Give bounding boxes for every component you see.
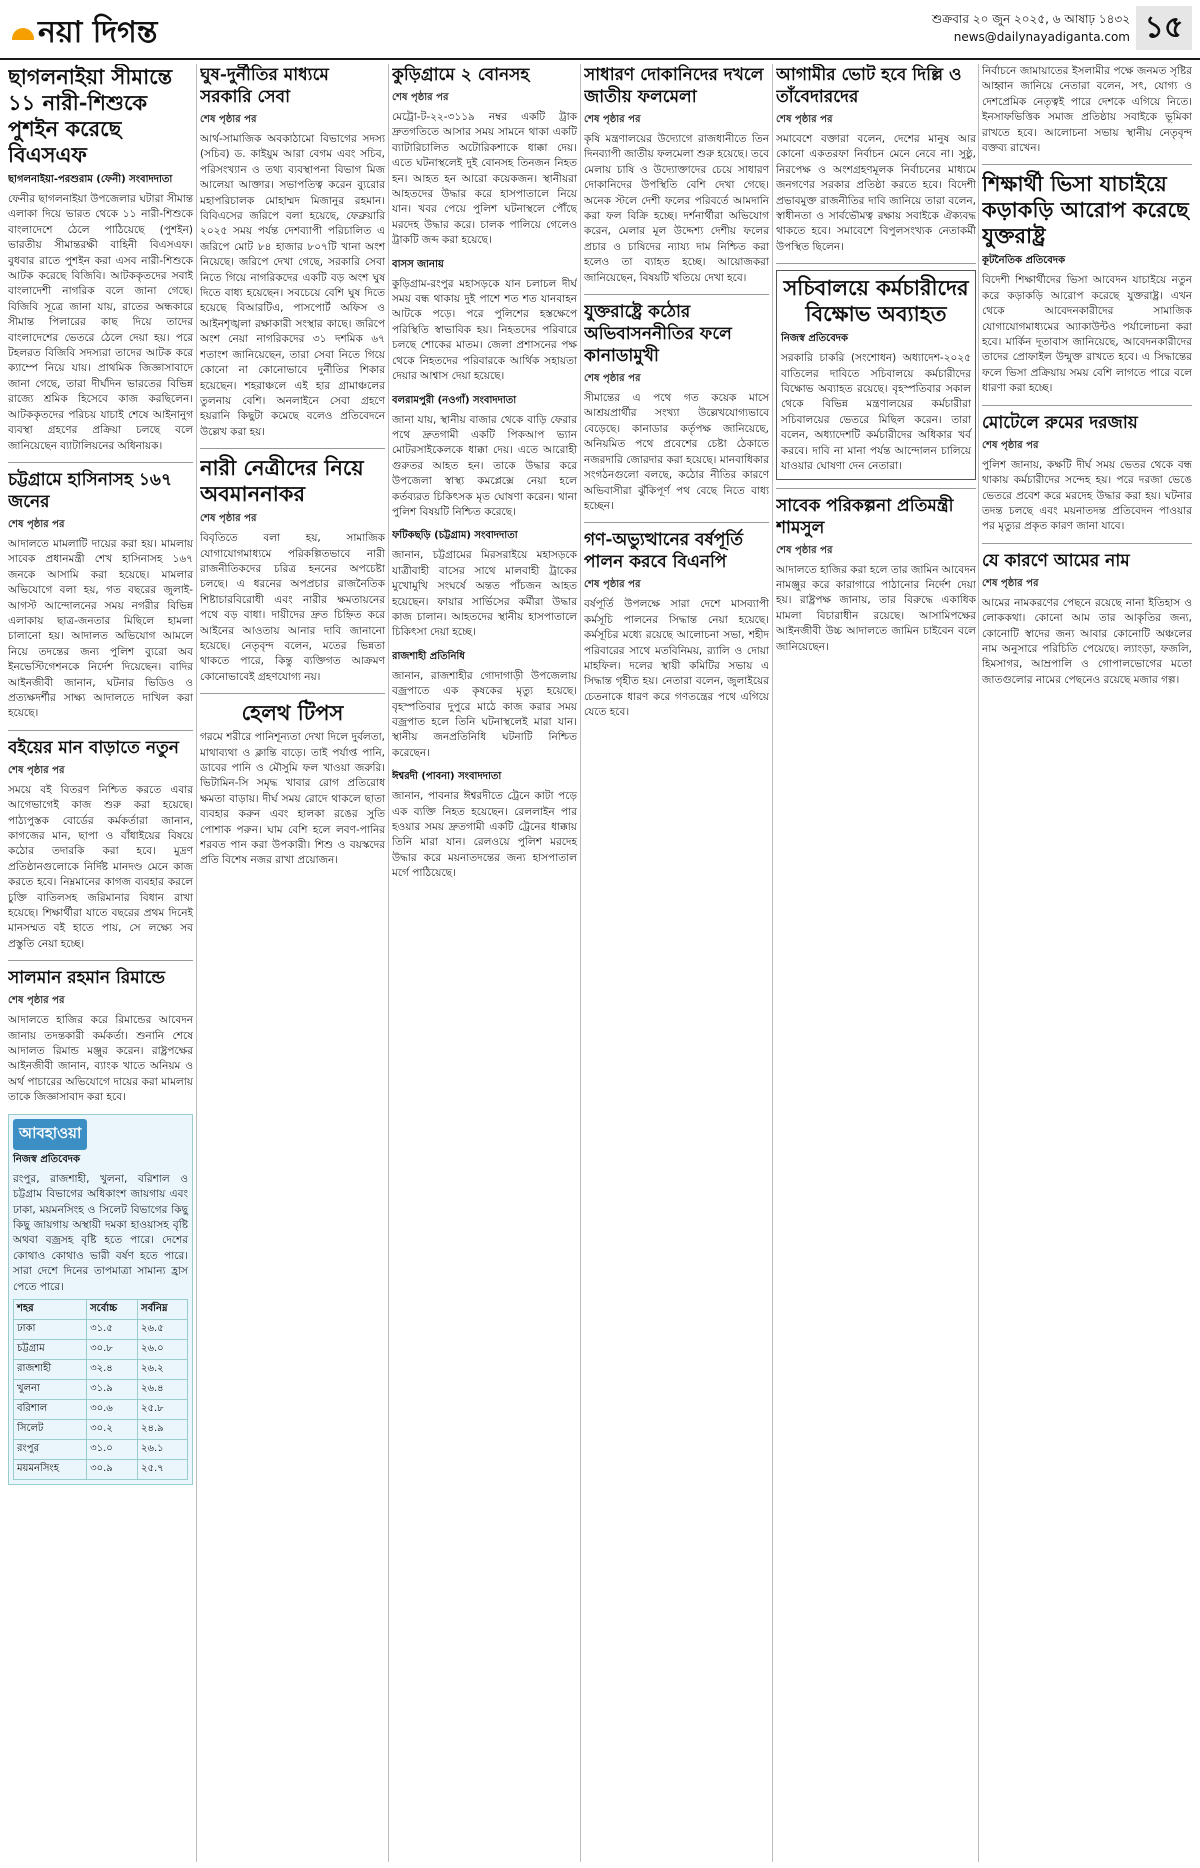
headline[interactable]: যুক্তরাষ্ট্রে কঠোর অভিবাসননীতির ফলে কানাডামুখী [584,302,732,367]
column-4 [584,64,769,1862]
temperature-row [14,1319,188,1339]
dateline-label: ঈশ্বরদী (পাবনা) সংবাদদাতা [392,771,502,783]
logo-text: নয়া দিগন্ত [38,15,158,50]
column-2 [200,64,385,1862]
divider [584,294,769,295]
column-divider [978,64,979,1862]
temperature-cell: ২৬.১ [137,1439,187,1459]
continuation-label: শেষ পৃষ্ঠার পর [392,92,449,103]
column-divider [388,64,389,1862]
continuation-label: শেষ পৃষ্ঠার পর [776,544,833,556]
article-rajshahi [392,649,577,761]
weather-forecast: রংপুর, রাজশাহী, খুলনা, বরিশাল ও চট্টগ্রাম বিভাগের অধিকাংশ জায়গায় এবং ঢাকা, ময়মনসিংহ ও সিলেট বিভাগের কিছু কিছু জায়গায় অস্থায়ী দমকা হাওয়াসহ বৃষ্টি অথবা বজ্রসহ বৃষ্টি হতে পারে। দেশের কোথাও কোথাও ভারী বর্ষণ হতে পারে। সারা দেশে দিনের তাপমাত্রা সামান্য হ্রাস পেতে পারে। [13,1172,188,1293]
temperature-cell: সিলেট [14,1419,87,1439]
date-text: শুক্রবার ২০ জুন ২০২৫, ৬ আষাঢ় ১৪৩২ [931,12,1130,26]
temperature-cell: ৩০.৯ [87,1459,138,1479]
dateline [932,10,1130,46]
temperature-row [14,1379,188,1399]
temperature-cell: ৩১.০ [87,1439,138,1459]
newspaper-logo [12,8,157,59]
dateline-label: রাজশাহী প্রতিনিধি [392,650,465,662]
article-body: ফেনীর ছাগলনাইয়া উপজেলার ঘটারা সীমান্ত এলাকা দিয়ে ভারত থেকে ১১ নারী-শিশুকে বাংলাদেশে ঠেলে পাঠিয়েছে (পুশইন) ভারতীয় সীমান্তরক্ষী বাহিনী বিএসএফ। বুধবার রাতে পুশইন করা এসব নারী-শিশুকে আটক করেছে বিজিবি। আটককৃতদের সবাই বাংলাদেশী নাগরিক বলে জানা গেছে। বিজিবি সূত্রে জানা যায়, রাতের অন্ধকারে সীমান্ত পিলারের কাছ দিয়ে তাদের বাংলাদেশের ভেতরে ঠেলে দেয়া হয়। পরে টহলরত বিজিবি সদস্যরা তাদের আটক করে ক্যাম্পে নিয়ে যায়। প্রাথমিক জিজ্ঞাসাবাদে জানা গেছে, তারা দীর্ঘদিন ভারতের বিভিন্ন রাজ্যে শ্রমিক হিসেবে কাজ করছিলেন। আটককৃতদের পরিচয় যাচাই শেষে আইনানুগ ব্যবস্থা গ্রহণের প্রক্রিয়া চলছে বলে জানিয়েছেন ব্যাটালিয়নের অধিনায়ক। [8,193,193,452]
article-body: জানান, চট্টগ্রামের মিরসরাইয়ে মহাসড়কে যাত্রীবাহী বাসের সাথে মালবাহী ট্রাকের মুখোমুখি সংঘর্ষে অন্তত পাঁচজন আহত হয়েছেন। ফায়ার সার্ভিসের কর্মীরা উদ্ধার কাজ চালান। আহতদের স্থানীয় হাসপাতালে চিকিৎসা দেয়া হচ্ছে। [392,549,577,639]
column-5 [776,64,976,1862]
headline[interactable]: হেলথ টিপস [241,700,344,726]
headline[interactable]: শিক্ষার্থী ভিসা যাচাইয়ে কড়াকড়ি আরোপ করেছে যুক্তরাষ্ট্র [982,171,1189,249]
article-corruption [200,64,385,440]
temperature-table [13,1299,188,1480]
temperature-row [14,1359,188,1379]
temperature-cell: ৩১.৯ [87,1379,138,1399]
article-jamaat-cont [982,64,1192,156]
temperature-cell: ২৫.৭ [137,1459,187,1479]
continuation-label: শেষ পৃষ্ঠার পর [584,579,641,591]
sun-logo-icon [12,28,34,40]
temperature-row [14,1339,188,1359]
headline[interactable]: যে কারণে আমের নাম [982,550,1130,571]
article-us-immigration [584,301,769,514]
article-ishwardi [392,769,577,881]
article-body: পুলিশ জানায়, কক্ষটি দীর্ঘ সময় ভেতর থেকে বন্ধ থাকায় কর্মচারীদের সন্দেহ হয়। পরে দরজা ভেঙে ভেতরে প্রবেশ করে মরদেহ উদ্ধার করা হয়। ঘটনার তদন্ত চলছে এবং ময়নাতদন্ত প্রতিবেদন পাওয়ার পর মৃত্যুর প্রকৃত কারণ জানা যাবে। [982,458,1192,533]
article-bnp-anniversary [584,529,769,720]
temperature-cell: রাজশাহী [14,1359,87,1379]
temperature-cell: ৩০.৬ [87,1399,138,1419]
article-salman-remand [8,967,193,1105]
byline: ছাগলনাইয়া-পরশুরাম (ফেনী) সংবাদদাতা [8,174,173,185]
continuation-label: শেষ পৃষ্ঠার পর [584,373,641,385]
article-body: জানান, রাজশাহীর গোদাগাড়ী উপজেলায় বজ্রপাতে এক কৃষকের মৃত্যু হয়েছে। বৃহস্পতিবার দুপুরে মাঠে কাজ করার সময় বজ্রপাত হলে তিনি ঘটনাস্থলেই মারা যান। স্থানীয় জনপ্রতিনিধি ঘটনাটি নিশ্চিত করেছেন। [392,669,577,759]
article-body: কৃষি মন্ত্রণালয়ের উদ্যোগে রাজধানীতে তিন দিনব্যাপী জাতীয় ফলমেলা শুরু হয়েছে। তবে মেলায় চাষি ও উদ্যোক্তাদের চেয়ে সাধারণ দোকানিদের উপস্থিতি বেশি দেখা গেছে। অনেক স্টলে দেশী ফলের পরিবর্তে আমদানি করা ফল বিক্রি হচ্ছে। দর্শনার্থীরা অভিযোগ করেন, মেলার মূল উদ্দেশ্য দেশীয় ফলের প্রচার ও চাষিদের ন্যায্য দাম নিশ্চিত করা হলেও তা ব্যাহত হচ্ছে। আয়োজকরা জানিয়েছেন, বিষয়টি খতিয়ে দেখা হবে। [584,133,769,284]
headline[interactable]: আগামীর ভোট হবে দিল্লি ও তাঁবেদারদের [776,65,962,107]
article-body: আদালতে হাজির করা হলে তার জামিন আবেদন নামঞ্জুর করে কারাগারে পাঠানোর নির্দেশ দেয়া হয়। রাষ্ট্রপক্ষ জানায়, তার বিরুদ্ধে একাধিক মামলা বিচারাধীন রয়েছে। আসামিপক্ষের আইনজীবী উচ্চ আদালতে জামিন চাইবেন বলে জানিয়েছেন। [776,563,976,653]
headline[interactable]: সচিবালয়ে কর্মচারীদের বিক্ষোভ অব্যাহত [783,275,969,327]
headline[interactable]: কুড়িগ্রামে ২ বোনসহ [392,65,530,85]
divider [982,405,1192,406]
temperature-cell: ২৪.৯ [137,1419,187,1439]
temperature-row [14,1439,188,1459]
article-bss [392,257,577,385]
headline[interactable]: সাবেক পরিকল্পনা প্রতিমন্ত্রী শামসুল [776,495,954,538]
article-body: সরকারি চাকরি (সংশোধন) অধ্যাদেশ-২০২৫ বাতিলের দাবিতে সচিবালয়ে কর্মচারীদের বিক্ষোভ অব্যাহত রয়েছে। বৃহস্পতিবার সকাল থেকে বিভিন্ন মন্ত্রণালয়ের কর্মচারীরা সচিবালয়ের ভেতরে মিছিল করেন। তারা বলেন, অধ্যাদেশটি কর্মচারীদের অধিকার খর্ব করবে। দাবি না মানা পর্যন্ত আন্দোলন চালিয়ে যাওয়ার ঘোষণা দেন নেতারা। [781,352,971,473]
byline: কূটনৈতিক প্রতিবেদক [982,255,1066,267]
article-books [8,737,193,952]
dateline-label: ফটিকছড়ি (চট্টগ্রাম) সংবাদদাতা [392,530,518,542]
temperature-cell: ২৬.৫ [137,1319,187,1339]
dateline-label: বলরামপুরী (নওগাঁ) সংবাদদাতা [392,394,517,406]
continuation-label: শেষ পৃষ্ঠার পর [776,114,833,125]
article-health-tips [200,700,385,869]
article-next-vote [776,64,976,255]
byline: নিজস্ব প্রতিবেদক [13,1153,81,1165]
article-body: নির্বাচনে জামায়াতের ইসলামীর পক্ষে জনমত সৃষ্টির আহ্বান জানিয়ে নেতারা বলেন, সৎ, যোগ্য ও দেশপ্রেমিক নেতৃত্বই পারে দেশকে এগিয়ে নিতে। ইনসাফভিত্তিক সমাজ প্রতিষ্ঠায় সবাইকে ভূমিকা রাখতে হবে। আলোচনা সভায় স্থানীয় নেতৃবৃন্দ বক্তব্য রাখেন। [982,65,1192,155]
table-header: শহর [14,1299,87,1319]
temperature-cell: ২৬.৪ [137,1379,187,1399]
temperature-cell: ২৫.৮ [137,1399,187,1419]
weather-box [8,1114,193,1485]
divider [8,462,193,463]
headline[interactable]: মোটেলে রুমের দরজায় [982,412,1138,433]
divider [8,960,193,961]
continuation-label: শেষ পৃষ্ঠার পর [8,764,65,776]
headline[interactable]: বইয়ের মান বাড়াতে নতুন [8,737,179,758]
continuation-label: শেষ পৃষ্ঠার পর [200,513,257,525]
headline[interactable]: চট্টগ্রামে হাসিনাসহ ১৬৭ জনের [8,469,172,512]
temperature-row [14,1419,188,1439]
article-body: জানা যায়, স্থানীয় বাজার থেকে বাড়ি ফেরার পথে দ্রুতগামী একটি পিকআপ ভ্যান মোটরসাইকেলকে ধাক্কা দেয়। এতে আরোহী গুরুতর আহত হন। তাকে উদ্ধার করে উপজেলা স্বাস্থ্য কমপ্লেক্সে নেয়া হলে কর্তব্যরত চিকিৎসক মৃত ঘোষণা করেন। থানা পুলিশ বিষয়টি নিশ্চিত করেছে। [392,413,577,518]
email-link[interactable]: news@dailynayadiganta.com [953,30,1130,44]
temperature-cell: ঢাকা [14,1319,87,1339]
divider [8,730,193,731]
article-student-visa [982,171,1192,396]
headline[interactable]: সালমান রহমান রিমান্ডে [8,968,165,989]
divider [982,543,1192,544]
column-divider [196,64,197,1862]
temperature-cell: ময়মনসিংহ [14,1459,87,1479]
divider [584,522,769,523]
temperature-row [14,1399,188,1419]
temperature-cell: ৩২.৪ [87,1359,138,1379]
headline[interactable]: গণ-অভ্যুত্থানের বর্ষপূর্তি পালন করবে বিএনপি [584,530,743,573]
article-body: কুড়িগ্রাম-রংপুর মহাসড়কে যান চলাচল দীর্ঘ সময় বন্ধ থাকায় দুই পাশে শত শত যানবাহন আটকে পড়ে। পরে পুলিশের হস্তক্ষেপে পরিস্থিতি স্বাভাবিক হয়। নিহতদের পরিবারে চলছে শোকের মাতম। জেলা প্রশাসনের পক্ষ থেকে নিহতদের পরিবারকে আর্থিক সহায়তা দেয়ার আশ্বাস দেয়া হয়েছে। [392,277,577,383]
table-header: সর্বনিম্ন [137,1299,187,1319]
temperature-cell: খুলনা [14,1379,87,1399]
temperature-row [14,1459,188,1479]
dateline-label: বাসস জানায় [392,258,444,270]
headline[interactable]: ঘুষ-দুর্নীতির মাধ্যমে সরকারি সেবা [200,65,329,107]
article-body: আদালতে হাজির করে রিমান্ডের আবেদন জানায় তদন্তকারী কর্মকর্তা। শুনানি শেষে আদালত রিমান্ড মঞ্জুর করেন। রাষ্ট্রপক্ষের আইনজীবী জানান, ব্যাংক খাতে অনিয়ম ও অর্থ পাচারের অভিযোগে দায়ের করা মামলায় তাকে জিজ্ঞাসাবাদ করা হবে। [8,1014,193,1104]
article-body: মেট্রো-ট-২২-৩১১৯ নম্বর একটি ট্রাক দ্রুতগতিতে আসার সময় সামনে থাকা একটি ব্যাটারিচালিত অটোরিকশাকে ধাক্কা দেয়। এতে ঘটনাস্থলেই দুই বোনসহ তিনজন নিহত হন। আহত হন আরো কয়েকজন। স্থানীয়রা আহতদের উদ্ধার করে হাসপাতালে নিয়ে যান। খবর পেয়ে পুলিশ ঘটনাস্থলে পৌঁছে মরদেহ উদ্ধার করে। চালক পালিয়ে গেলেও ট্রাকটি জব্দ করা হয়েছে। [392,111,577,247]
column-divider [772,64,773,1862]
byline: নিজস্ব প্রতিবেদক [781,333,849,345]
continuation-label: শেষ পৃষ্ঠার পর [982,577,1039,589]
weather-logo: আবহাওয়া [13,1119,87,1150]
article-shamsul [776,495,976,655]
article-body: আর্থ-সামাজিক অবকাঠামো বিভাগের সদস্য (সচিব) ড. কাইয়ুম আরা বেগম এবং সচিব, পরিসংখ্যান ও তথ্য ব্যবস্থাপনা বিভাগ মিজ আলেয়া আক্তার। সভাপতিত্ব করেন ব্যুরোর মহাপরিচালক মোহাম্মদ মিজানুর রহমান। বিবিএসের জরিপে বলা হয়েছে, ফেব্রুয়ারি ২০২৫ সময় পর্যন্ত দেশব্যাপী পরিচালিত এ জরিপে মোট ৮৪ হাজার ৮০৭টি খানা অংশ নিয়েছে। জরিপে দেখা গেছে, সরকারি সেবা নিতে গিয়ে নাগরিকদের একটি বড় অংশ ঘুষ দিতে বাধ্য হয়েছেন। সবচেয়ে বেশি ঘুষ দিতে হয়েছে বিআরটিএ, পাসপোর্ট অফিস ও আইনশৃঙ্খলা রক্ষাকারী সংস্থার কাছে। জরিপে অংশ নেয়া নাগরিকদের ৩১ দশমিক ৬৭ শতাংশ জানিয়েছেন, তারা সেবা নিতে গিয়ে কোনো না কোনোভাবে দুর্নীতির শিকার হয়েছেন। শহরাঞ্চলে এই হার গ্রামাঞ্চলের তুলনায় বেশি। অনলাইনে সেবা গ্রহণে হয়রানি কিছুটা কমেছে বলেও প্রতিবেদনে উল্লেখ করা হয়। [200,133,385,438]
article-kurigram [392,64,577,249]
continuation-label: শেষ পৃষ্ঠার পর [8,518,65,530]
divider [200,693,385,694]
temperature-cell: ৩০.২ [87,1419,138,1439]
temperature-cell: চট্টগ্রাম [14,1339,87,1359]
article-hasina-case [8,469,193,722]
column-divider [580,64,581,1862]
article-body: বিদেশী শিক্ষার্থীদের ভিসা আবেদন যাচাইয়ে নতুন করে কড়াকড়ি আরোপ করেছে যুক্তরাষ্ট্র। এখন থেকে আবেদনকারীদের সামাজিক যোগাযোগমাধ্যমের অ্যাকাউন্টও পর্যালোচনা করা হবে। মার্কিন দূতাবাস জানিয়েছে, আবেদনকারীদের তাদের প্রোফাইল উন্মুক্ত রাখতে হবে। এ সিদ্ধান্তের ফলে ভিসা প্রক্রিয়ায় সময় বেশি লাগতে পারে বলে ধারণা করা হচ্ছে। [982,274,1192,395]
page-number: ১৫ [1136,6,1192,50]
headline[interactable]: নারী নেত্রীদের নিয়ে অবমাননাকর [200,455,364,507]
column-6 [982,64,1192,1862]
article-fatikchhari [392,528,577,640]
temperature-cell: বরিশাল [14,1399,87,1419]
masthead [0,0,1200,60]
article-pushin [8,64,193,454]
article-fruit-fair [584,64,769,286]
article-motel [982,412,1192,535]
article-body: সময়ে বই বিতরণ নিশ্চিত করতে এবার আগেভাগেই কাজ শুরু করা হয়েছে। পাঠ্যপুস্তক বোর্ডের কর্মকর্তারা জানান, কাগজের মান, ছাপা ও বাঁধাইয়ের বিষয়ে কঠোর তদারকি করা হবে। মুদ্রণ প্রতিষ্ঠানগুলোকে নির্দিষ্ট মানদণ্ড মেনে কাজ করতে হবে। নিম্নমানের কাগজ ব্যবহার করলে চুক্তি বাতিলসহ জরিমানার বিধান রাখা হয়েছে। শিক্ষার্থীরা যাতে বছরের প্রথম দিনেই মানসম্মত বই হাতে পায়, সে লক্ষ্যে সব প্রস্তুতি নেয়া হচ্ছে। [8,783,193,950]
continuation-label: শেষ পৃষ্ঠার পর [8,995,65,1007]
article-secretariat [776,270,976,479]
article-naogaon [392,393,577,521]
continuation-label: শেষ পৃষ্ঠার পর [982,439,1039,451]
temperature-cell: ৩১.৫ [87,1319,138,1339]
article-body: সীমান্তের এ পথে গত কয়েক মাসে আশ্রয়প্রার্থীর সংখ্যা উল্লেখযোগ্যভাবে বেড়েছে। কানাডার কর্তৃপক্ষ জানিয়েছে, অনিয়মিত পথে প্রবেশের চেষ্টা ঠেকাতে নজরদারি জোরদার করা হয়েছে। মানবাধিকার সংগঠনগুলো বলছে, কঠোর নীতির কারণে অভিবাসীরা ঝুঁকিপূর্ণ পথ বেছে নিতে বাধ্য হচ্ছেন। [584,392,769,512]
headline[interactable]: সাধারণ দোকানিদের দখলে জাতীয় ফলমেলা [584,65,764,107]
temperature-cell: ২৬.০ [137,1339,187,1359]
table-header: সর্বোচ্চ [87,1299,138,1319]
divider [776,488,976,489]
article-mango-names [982,550,1192,688]
divider [982,164,1192,165]
article-body: আমের নামকরণের পেছনে রয়েছে নানা ইতিহাস ও লোককথা। কোনো আম তার আকৃতির জন্য, কোনোটি স্বাদের জন্য আবার কোনোটি অঞ্চলের নাম অনুসারে পরিচিতি পেয়েছে। ল্যাংড়া, ফজলি, হিমসাগর, আম্রপালি ও গোপালভোগের মতো জাতগুলোর নামের পেছনেও রয়েছে মজার গল্প। [982,596,1192,686]
article-body: সমাবেশে বক্তারা বলেন, দেশের মানুষ আর কোনো একতরফা নির্বাচন মেনে নেবে না। সুষ্ঠু, নিরপেক্ষ ও অংশগ্রহণমূলক নির্বাচনের মাধ্যমে জনগণের সরকার প্রতিষ্ঠা করতে হবে। বিদেশী প্রভাবমুক্ত রাজনীতির দাবি জানিয়ে তারা বলেন, স্বাধীনতা ও সার্বভৌমত্ব রক্ষায় সবাইকে ঐক্যবদ্ধ থাকতে হবে। সমাবেশে বিপুলসংখ্যক নেতাকর্মী উপস্থিত ছিলেন। [776,133,976,253]
article-women-leaders [200,455,385,685]
article-body: গরমে শরীরে পানিশূন্যতা দেখা দিলে দুর্বলতা, মাথাব্যথা ও ক্লান্তি বাড়ে। তাই পর্যাপ্ত পানি, ডাবের পানি ও মৌসুমি ফল খাওয়া জরুরি। ভিটামিন-সি সমৃদ্ধ খাবার রোগ প্রতিরোধ ক্ষমতা বাড়ায়। দীর্ঘ সময় রোদে থাকলে ছাতা ব্যবহার করুন এবং হালকা রঙের সুতি পোশাক পরুন। ঘাম বেশি হলে লবণ-পানির শরবত পান করা উপকারী। শিশু ও বয়স্কদের প্রতি বিশেষ নজর রাখা প্রয়োজন। [200,731,385,867]
article-body: বিবৃতিতে বলা হয়, সামাজিক যোগাযোগমাধ্যমে পরিকল্পিতভাবে নারী রাজনীতিকদের চরিত্র হননের অপচেষ্টা চলছে। এ ধরনের অপপ্রচার রাজনৈতিক শিষ্টাচারবিরোধী এবং নারীর ক্ষমতায়নের পথে বড় বাধা। দায়ীদের দ্রুত চিহ্নিত করে আইনের আওতায় আনার দাবি জানানো হয়েছে। নেতৃবৃন্দ বলেন, মতের ভিন্নতা থাকতে পারে, কিন্তু ব্যক্তিগত আক্রমণ কোনোভাবেই গ্রহণযোগ্য নয়। [200,532,385,683]
headline[interactable]: ছাগলনাইয়া সীমান্তে ১১ নারী-শিশুকে পুশইন করেছে বিএসএফ [8,64,173,167]
article-body: আদালতে মামলাটি দায়ের করা হয়। মামলায় সাবেক প্রধানমন্ত্রী শেখ হাসিনাসহ ১৬৭ জনকে আসামি করা হয়েছে। মামলার অভিযোগে বলা হয়, গত বছরের জুলাই-আগস্ট আন্দোলনের সময় নগরীর বিভিন্ন এলাকায় ছাত্র-জনতার মিছিলে হামলা চালানো হয়। আদালত অভিযোগ আমলে নিয়ে তদন্তের জন্য পুলিশ ব্যুরো অব ইনভেস্টিগেশনকে নির্দেশ দিয়েছেন। বাদির আইনজীবী জানান, ঘটনার ভিডিও ও প্রত্যক্ষদর্শীর সাক্ষ্য আদালতে দাখিল করা হয়েছে। [8,537,193,720]
column-3 [392,64,577,1862]
article-body: জানান, পাবনার ঈশ্বরদীতে ট্রেনে কাটা পড়ে এক ব্যক্তি নিহত হয়েছেন। রেললাইন পার হওয়ার সময় দ্রুতগামী একটি ট্রেনের ধাক্কায় তিনি মারা যান। রেলওয়ে পুলিশ মরদেহ উদ্ধার করে ময়নাতদন্তের জন্য হাসপাতাল মর্গে পাঠিয়েছে। [392,790,577,880]
continuation-label: শেষ পৃষ্ঠার পর [200,114,257,125]
continuation-label: শেষ পৃষ্ঠার পর [584,114,641,125]
temperature-cell: ৩০.৮ [87,1339,138,1359]
divider [200,448,385,449]
column-1 [8,64,193,1862]
temperature-cell: ২৬.২ [137,1359,187,1379]
temperature-cell: রংপুর [14,1439,87,1459]
divider [776,263,976,264]
article-body: বর্ষপূর্তি উপলক্ষে সারা দেশে মাসব্যাপী কর্মসূচি পালনের সিদ্ধান্ত নেয়া হয়েছে। কর্মসূচির মধ্যে রয়েছে আলোচনা সভা, শহীদ পরিবারের সাথে মতবিনিময়, র‍্যালি ও দোয়া মাহফিল। দলের স্থায়ী কমিটির সভায় এ সিদ্ধান্ত গৃহীত হয়। নেতারা বলেন, জুলাইয়ের চেতনাকে ধারণ করে গণতন্ত্রের পথে এগিয়ে যেতে হবে। [584,598,769,719]
